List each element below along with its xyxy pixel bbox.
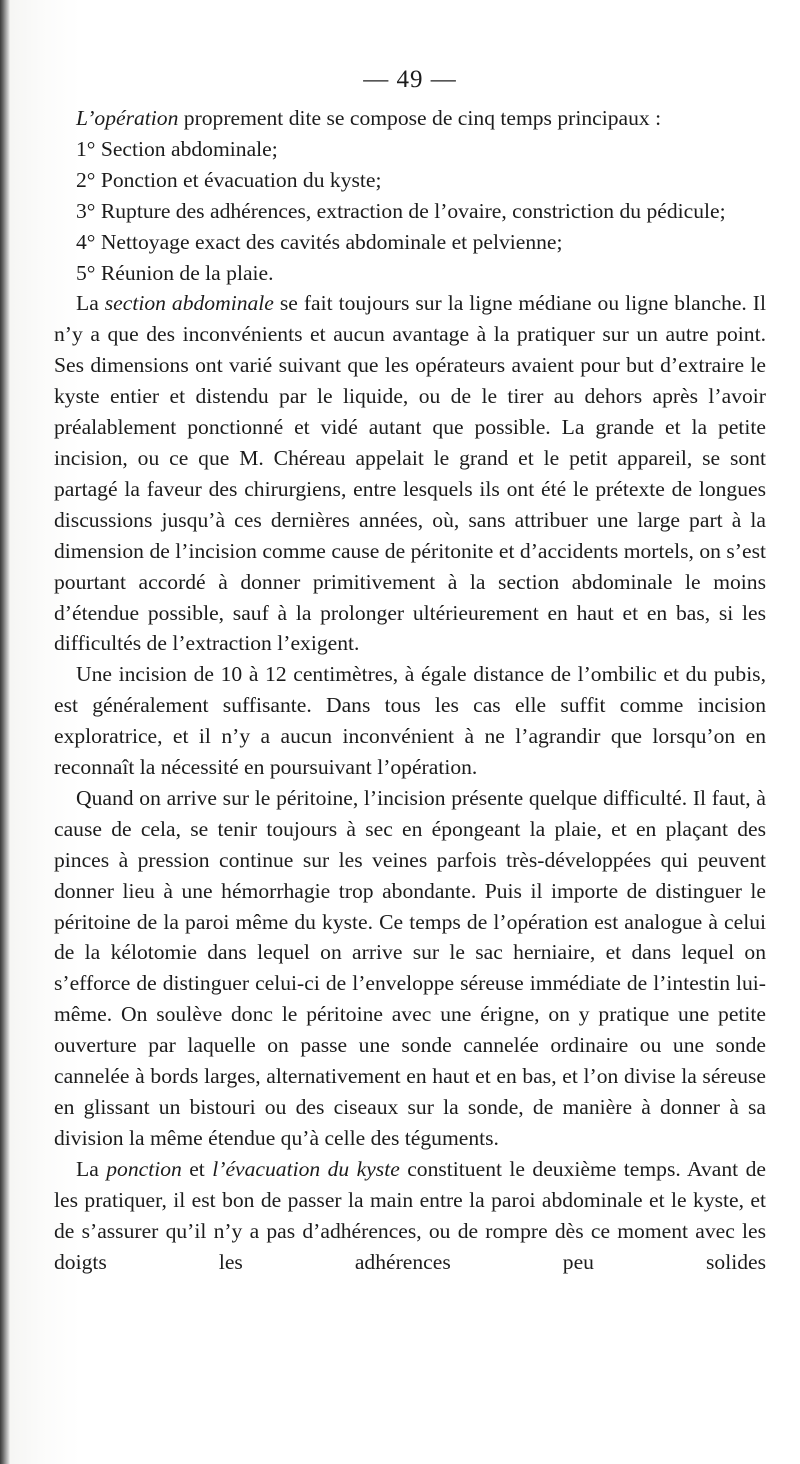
body-text xyxy=(54,103,766,1277)
paragraph-connector: et xyxy=(181,1156,213,1181)
step-3: 3° Rupture des adhérences, extraction de l’ovaire, constriction du pédicule; xyxy=(76,198,726,223)
paragraph-incision: Une incision de 10 à 12 centimètres, à égale distance de l’ombilic et du pubis, est généralement suffisante. Dans tous les cas elle suffit comme incision exploratrice, et il n’y a aucun inconvénient à ne l’agrandir que lorsqu’on en reconnaît la nécessité en poursuivant l’opération. xyxy=(54,662,766,780)
paragraph-emphasis: section abdominale xyxy=(104,291,274,316)
step-1: 1° Section abdominale; xyxy=(76,136,278,161)
step-2: 2° Ponction et évacuation du kyste; xyxy=(76,167,382,192)
paragraph-text: se fait toujours sur la ligne médiane ou ligne blanche. Il n’y a que des inconvénients et aucun avantage à la pratiquer sur un autre point. Ses dimensions ont varié suivant que les opérateurs avaient pour but d’extraire le kyste entier et distendu par le liquide, ou de le tirer au dehors après l’avoir préalablement ponctionné et vidé autant que possible. La grande et la petite incision, ou ce que M. Chéreau appelait le grand et le petit appareil, se sont partagé la faveur des chirurgiens, entre lesquels ils ont été le prétexte de longues discussions jusqu’à ces dernières années, où, sans attribuer une large part à la dimension de l’incision comme cause de péritonite et d’accidents mortels, on s’est pourtant accordé à donner primitivement à la section abdominale le moins d’étendue possible, sauf à la prolonger ultérieurement en haut et en bas, si les difficultés de l’extraction l’exigent. xyxy=(54,291,766,656)
paragraph-ponction xyxy=(54,1154,766,1278)
page-number: — 49 — xyxy=(363,66,457,93)
intro-paragraph xyxy=(54,103,766,134)
paragraph-peritoine: Quand on arrive sur le péritoine, l’incision présente quelque difficulté. Il faut, à cause de cela, se tenir toujours à sec en épongeant la plaie, et en plaçant des pinces à pression continue sur les veines parfois très-développées qui peuvent donner lieu à une hémorrhagie trop abondante. Puis il importe de distinguer le péritoine de la paroi même du kyste. Ce temps de l’opération est analogue à celui de la kélotomie dans lequel on arrive sur le sac herniaire, et dans lequel on s’efforce de distinguer celui-ci de l’enveloppe séreuse immédiate de l’intestin lui-même. On soulève donc le péritoine avec une érigne, on y pratique une petite ouverture par laquelle on passe une sonde cannelée ordinaire ou une sonde cannelée à bords larges, alternativement en haut et en bas, et l’on divise la séreuse en glissant un bistouri ou des ciseaux sur la sonde, de manière à donner à sa division la même étendue qu’à celle des téguments. xyxy=(54,785,766,1150)
page-binding-shadow xyxy=(0,0,10,1464)
intro-text: proprement dite se compose de cinq temps principaux : xyxy=(178,106,662,130)
paragraph-emphasis-evacuation: l’évacuation du kyste xyxy=(212,1156,400,1181)
intro-emphasis: L’opération xyxy=(76,106,179,130)
paragraph-lead: La xyxy=(76,1156,107,1181)
paragraph-emphasis-ponction: ponction xyxy=(106,1156,182,1181)
step-5: 5° Réunion de la plaie. xyxy=(76,260,274,285)
paragraph-lead: La xyxy=(76,291,105,316)
paragraph-section-abdominale xyxy=(54,288,766,659)
paragraph-text: constituent le deuxième temps. Avant de les pratiquer, il est bon de passer la main entre la paroi abdominale et le kyste, et de s’assurer qu’il n’y a pas d’adhérences, ou de rompre dès ce moment avec les doigts les adhérences peu solides xyxy=(54,1156,766,1274)
step-4: 4° Nettoyage exact des cavités abdominale et pelvienne; xyxy=(76,229,563,254)
